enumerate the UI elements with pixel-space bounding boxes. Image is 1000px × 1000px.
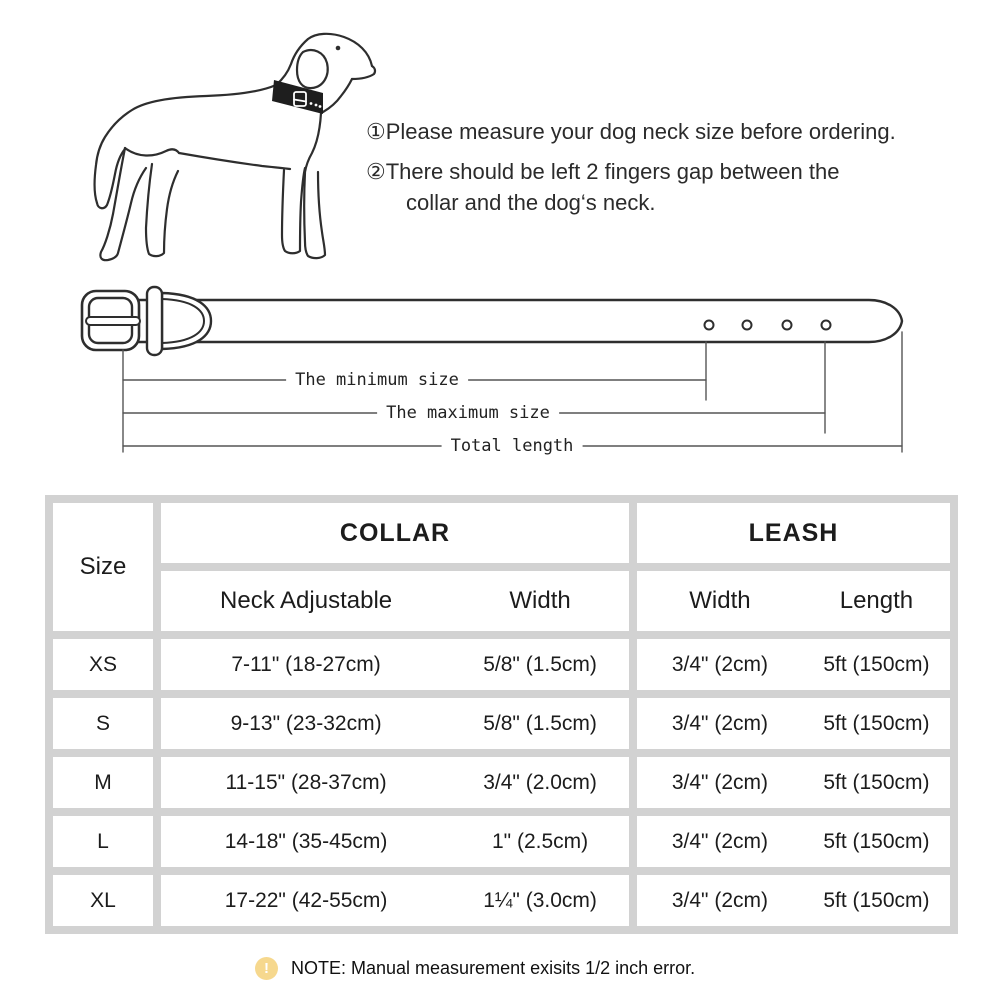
dog-rear-leg-back xyxy=(146,164,178,256)
dog-jaw xyxy=(323,79,352,112)
measure-lines xyxy=(123,332,902,452)
leash-length-header: Length xyxy=(839,587,914,614)
neck-adjustable-value: 17-22" (42-55cm) xyxy=(224,888,388,912)
leash-length-value: 5ft (150cm) xyxy=(823,652,930,676)
leash-width-value: 3/4" (2cm) xyxy=(671,711,768,735)
collar-group-header: COLLAR xyxy=(161,503,629,563)
size-column-header: Size xyxy=(53,503,153,631)
dog-belly xyxy=(179,153,290,169)
dog-eye xyxy=(336,46,341,51)
collar-width-value: 5/8" (1.5cm) xyxy=(483,711,597,735)
size-value: XL xyxy=(53,875,153,926)
note-text: NOTE: Manual measurement exisits 1/2 inch error. xyxy=(291,958,696,978)
label-minimum-size: The minimum size xyxy=(286,370,468,390)
belt-hole-4 xyxy=(822,321,831,330)
belt-hole-3 xyxy=(783,321,792,330)
collar-width-header: Width xyxy=(509,587,571,614)
dog-head-back-tail-outline xyxy=(95,34,372,203)
belt-buckle-prong xyxy=(86,317,140,325)
size-value: L xyxy=(53,816,153,867)
size-value: M xyxy=(53,757,153,808)
table-row-xs xyxy=(53,639,950,690)
leash-width-value: 3/4" (2cm) xyxy=(671,829,768,853)
dog-front-leg-back xyxy=(282,168,305,253)
leash-width-value: 3/4" (2cm) xyxy=(671,652,768,676)
size-chart-table xyxy=(45,495,958,934)
size-value: S xyxy=(53,698,153,749)
instruction-item-2 xyxy=(366,156,956,218)
leash-length-value: 5ft (150cm) xyxy=(823,770,930,794)
table-row-s xyxy=(53,698,950,749)
collar-width-value: 1¼" (3.0cm) xyxy=(483,888,597,912)
leash-width-header: Width xyxy=(689,587,751,614)
label-maximum-size: The maximum size xyxy=(377,403,559,423)
table-row-l xyxy=(53,816,950,867)
instruction-item-2-line-1: ②There should be left 2 fingers gap between the xyxy=(366,159,840,184)
table-header-row-subcolumns xyxy=(53,571,950,631)
leash-width-value: 3/4" (2cm) xyxy=(671,888,768,912)
measuring-instructions xyxy=(366,116,956,218)
leash-length-value: 5ft (150cm) xyxy=(823,829,930,853)
collar-width-value: 1" (2.5cm) xyxy=(492,829,589,853)
dog-nose-mouth xyxy=(352,66,375,79)
neck-adjustable-value: 7-11" (18-27cm) xyxy=(231,652,381,676)
leash-group-header: LEASH xyxy=(637,503,950,563)
collar-belt-diagram xyxy=(82,287,902,452)
label-total-length: Total length xyxy=(442,436,583,456)
collar-width-value: 3/4" (2.0cm) xyxy=(483,770,597,794)
leash-length-value: 5ft (150cm) xyxy=(823,711,930,735)
belt-hole-1 xyxy=(705,321,714,330)
neck-adjustable-header: Neck Adjustable xyxy=(220,587,393,614)
neck-adjustable-value: 14-18" (35-45cm) xyxy=(224,829,388,853)
leash-subheaders xyxy=(637,571,950,631)
instruction-item-2-line-2: collar and the dog‘s neck. xyxy=(406,190,656,215)
leash-width-value: 3/4" (2cm) xyxy=(671,770,768,794)
collar-width-value: 5/8" (1.5cm) xyxy=(483,652,597,676)
collar-subheaders xyxy=(161,571,629,631)
table-row-m xyxy=(53,757,950,808)
dog-thigh xyxy=(125,148,179,156)
table-row-xl xyxy=(53,875,950,926)
belt-hole-2 xyxy=(743,321,752,330)
table-header-row-groups xyxy=(53,503,950,563)
dog-front-leg-front-chest xyxy=(304,113,325,258)
leash-length-value: 5ft (150cm) xyxy=(823,888,930,912)
neck-adjustable-value: 9-13" (23-32cm) xyxy=(230,711,382,735)
belt-keeper xyxy=(147,287,162,355)
neck-adjustable-value: 11-15" (28-37cm) xyxy=(225,770,387,794)
dog-illustration xyxy=(95,34,375,260)
measurement-note xyxy=(255,957,695,980)
dog-tail-inner xyxy=(97,149,125,208)
exclamation-icon: ! xyxy=(255,957,278,980)
size-value: XS xyxy=(53,639,153,690)
instruction-item-1: ①Please measure your dog neck size before ordering. xyxy=(366,119,896,144)
dog-ear xyxy=(297,50,328,88)
